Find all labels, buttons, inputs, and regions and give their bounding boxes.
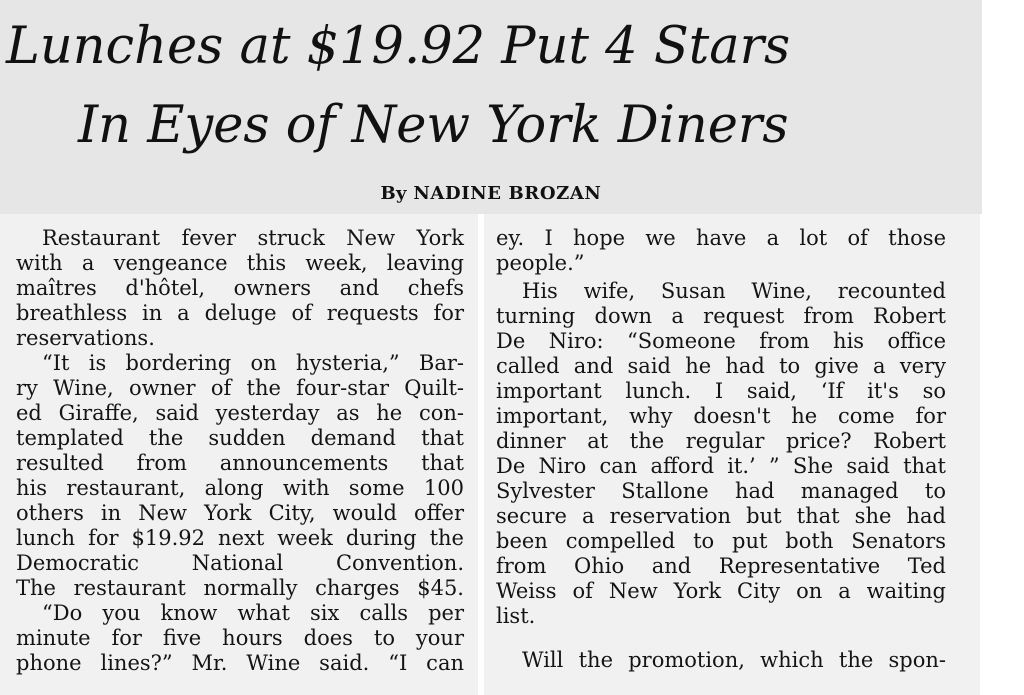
- text-line: maîtres d'hôtel, owners and chefs: [16, 276, 464, 300]
- text-line: his restaurant, along with some 100: [16, 476, 464, 500]
- text-line: ed Giraffe, said yesterday as he con-: [16, 401, 464, 425]
- article-column-left: [0, 214, 478, 695]
- text-line: secure a reservation but that she had: [496, 504, 946, 528]
- text-line: people.”: [496, 251, 585, 275]
- text-line: been compelled to put both Senators: [496, 529, 946, 553]
- text-line: resulted from announcements that: [16, 451, 464, 475]
- text-line: ry Wine, owner of the four-star Quilt-: [16, 376, 464, 400]
- text-line: from Ohio and Representative Ted: [496, 554, 946, 578]
- text-line: De Niro: “Someone from his office: [496, 329, 946, 353]
- text-line: Sylvester Stallone had managed to: [496, 479, 946, 503]
- text-line: lunch for $19.92 next week during the: [16, 526, 464, 550]
- text-line: ey. I hope we have a lot of those: [496, 226, 946, 250]
- text-line: minute for five hours does to your: [16, 626, 464, 650]
- text-line: reservations.: [16, 326, 155, 350]
- text-line: “It is bordering on hysteria,” Bar-: [42, 351, 464, 375]
- text-line: with a vengeance this week, leaving: [16, 251, 464, 275]
- text-line: breathless in a deluge of requests for: [16, 301, 464, 325]
- text-line: The restaurant normally charges $45.: [16, 576, 464, 600]
- text-line: turning down a request from Robert: [496, 304, 946, 328]
- byline-prefix: By: [380, 183, 407, 204]
- text-line: important, why doesn't he come for: [496, 404, 946, 428]
- text-line: “Do you know what six calls per: [42, 601, 464, 625]
- text-line: list.: [496, 604, 536, 628]
- text-line: Will the promotion, which the spon-: [522, 648, 946, 672]
- page-margin: [982, 0, 1024, 695]
- text-line: Democratic National Convention.: [16, 551, 464, 575]
- text-line: dinner at the regular price? Robert: [496, 429, 946, 453]
- text-line: Restaurant fever struck New York: [42, 226, 464, 250]
- article-column-right: [484, 214, 980, 695]
- headline-line-2: In Eyes of New York Diners: [78, 96, 789, 155]
- text-line: Weiss of New York City on a waiting: [496, 579, 946, 603]
- byline: [0, 182, 982, 206]
- text-line: others in New York City, would offer: [16, 501, 464, 525]
- text-line: important lunch. I said, ‘If it's so: [496, 379, 946, 403]
- text-line: templated the sudden demand that: [16, 426, 464, 450]
- byline-author: NADINE BROZAN: [413, 183, 602, 204]
- text-line: His wife, Susan Wine, recounted: [522, 279, 946, 303]
- headline-line-1: Lunches at $19.92 Put 4 Stars: [6, 17, 791, 76]
- text-line: De Niro can afford it.’ ” She said that: [496, 454, 946, 478]
- text-line: phone lines?” Mr. Wine said. “I can: [16, 651, 464, 675]
- text-line: called and said he had to give a very: [496, 354, 946, 378]
